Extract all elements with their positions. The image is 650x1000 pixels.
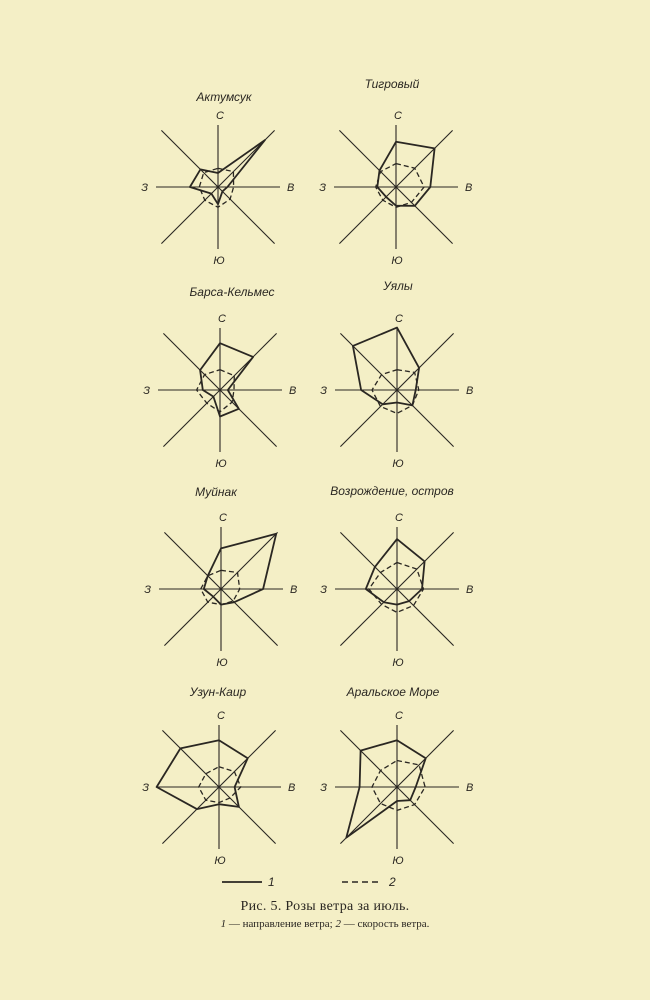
compass-label-w: З bbox=[320, 385, 327, 397]
compass-label-n: С bbox=[395, 512, 403, 524]
speed-polygon bbox=[199, 767, 241, 803]
compass-label-n: С bbox=[218, 313, 226, 325]
compass-label-w: З bbox=[142, 782, 149, 794]
rose-axis bbox=[397, 532, 454, 589]
wind-roses bbox=[141, 77, 473, 867]
compass-label-w: З bbox=[141, 182, 148, 194]
direction-polygon bbox=[366, 539, 425, 605]
rose-title: Аральское Море bbox=[346, 685, 440, 699]
rose-axis bbox=[220, 390, 277, 447]
legend-solid-label: 1 bbox=[268, 875, 275, 889]
wind-rose-aktumsuk bbox=[141, 90, 294, 267]
compass-label-e: В bbox=[290, 584, 298, 596]
rose-axis bbox=[397, 787, 454, 844]
wind-rose-uzun-kair bbox=[142, 685, 295, 867]
legend bbox=[222, 875, 396, 889]
rose-axis bbox=[340, 589, 397, 646]
rose-axis bbox=[396, 130, 453, 187]
wind-rose-uyaly bbox=[320, 279, 473, 470]
compass-label-e: В bbox=[287, 182, 295, 194]
rose-axis bbox=[221, 589, 278, 646]
direction-polygon bbox=[346, 740, 425, 838]
direction-polygon bbox=[200, 343, 253, 416]
rose-axis bbox=[164, 589, 221, 646]
rose-axis bbox=[161, 130, 218, 187]
rose-axis bbox=[219, 787, 276, 844]
compass-label-s: Ю bbox=[392, 855, 404, 867]
compass-label-s: Ю bbox=[213, 255, 225, 267]
rose-axis bbox=[397, 390, 454, 447]
wind-rose-aralskoe-more bbox=[320, 685, 473, 867]
wind-rose-barsa-kelmes bbox=[143, 285, 296, 470]
wind-rose-vozrozhdenie bbox=[320, 484, 473, 669]
rose-title: Актумсук bbox=[196, 90, 252, 104]
rose-axis bbox=[339, 187, 396, 244]
rose-axis bbox=[339, 130, 396, 187]
rose-axis bbox=[340, 390, 397, 447]
figure-caption-legend bbox=[0, 918, 650, 930]
compass-label-w: З bbox=[144, 584, 151, 596]
rose-axis bbox=[397, 589, 454, 646]
compass-label-w: З bbox=[320, 584, 327, 596]
rose-axis bbox=[340, 730, 397, 787]
compass-label-s: Ю bbox=[216, 657, 228, 669]
wind-rose-tigrovy bbox=[319, 77, 472, 267]
figure-caption: Рис. 5. Розы ветра за июль. bbox=[240, 899, 410, 914]
compass-label-e: В bbox=[289, 385, 297, 397]
rose-title: Уялы bbox=[383, 279, 413, 293]
direction-polygon bbox=[353, 328, 419, 406]
rose-axis bbox=[164, 532, 221, 589]
rose-axis bbox=[163, 390, 220, 447]
caption-item1-number: 1 bbox=[220, 918, 227, 930]
rose-axis bbox=[163, 333, 220, 390]
legend-dashed-label: 2 bbox=[389, 875, 396, 889]
rose-title: Узун-Каир bbox=[189, 685, 247, 699]
rose-title: Муйнак bbox=[195, 485, 237, 499]
rose-axis bbox=[218, 187, 275, 244]
compass-label-w: З bbox=[143, 385, 150, 397]
compass-label-w: З bbox=[319, 182, 326, 194]
caption-item2-text: — скорость ветра. bbox=[340, 918, 430, 930]
compass-label-s: Ю bbox=[391, 255, 403, 267]
compass-label-n: С bbox=[217, 710, 225, 722]
compass-label-w: З bbox=[320, 782, 327, 794]
compass-label-n: С bbox=[219, 512, 227, 524]
compass-label-e: В bbox=[466, 782, 474, 794]
caption-item1-text: — направление ветра; bbox=[226, 918, 336, 930]
compass-label-s: Ю bbox=[392, 657, 404, 669]
rose-axis bbox=[162, 730, 219, 787]
compass-label-s: Ю bbox=[392, 458, 404, 470]
compass-label-e: В bbox=[465, 182, 473, 194]
rose-axis bbox=[161, 187, 218, 244]
rose-axis bbox=[340, 333, 397, 390]
compass-label-s: Ю bbox=[215, 458, 227, 470]
compass-label-n: С bbox=[216, 110, 224, 122]
wind-rose-muynak bbox=[144, 485, 297, 669]
compass-label-e: В bbox=[466, 385, 474, 397]
rose-title: Барса-Кельмес bbox=[189, 285, 275, 299]
caption-item2-number: 2 bbox=[335, 918, 341, 930]
compass-label-e: В bbox=[466, 584, 474, 596]
compass-label-n: С bbox=[395, 710, 403, 722]
compass-label-n: С bbox=[395, 313, 403, 325]
speed-polygon bbox=[376, 164, 424, 208]
rose-axis bbox=[218, 130, 275, 187]
compass-label-n: С bbox=[394, 110, 402, 122]
rose-title: Тигровый bbox=[364, 77, 420, 91]
compass-label-e: В bbox=[288, 782, 296, 794]
direction-polygon bbox=[190, 140, 265, 204]
direction-polygon bbox=[157, 740, 248, 809]
compass-label-s: Ю bbox=[214, 855, 226, 867]
rose-title: Возрождение, остров bbox=[330, 484, 454, 498]
